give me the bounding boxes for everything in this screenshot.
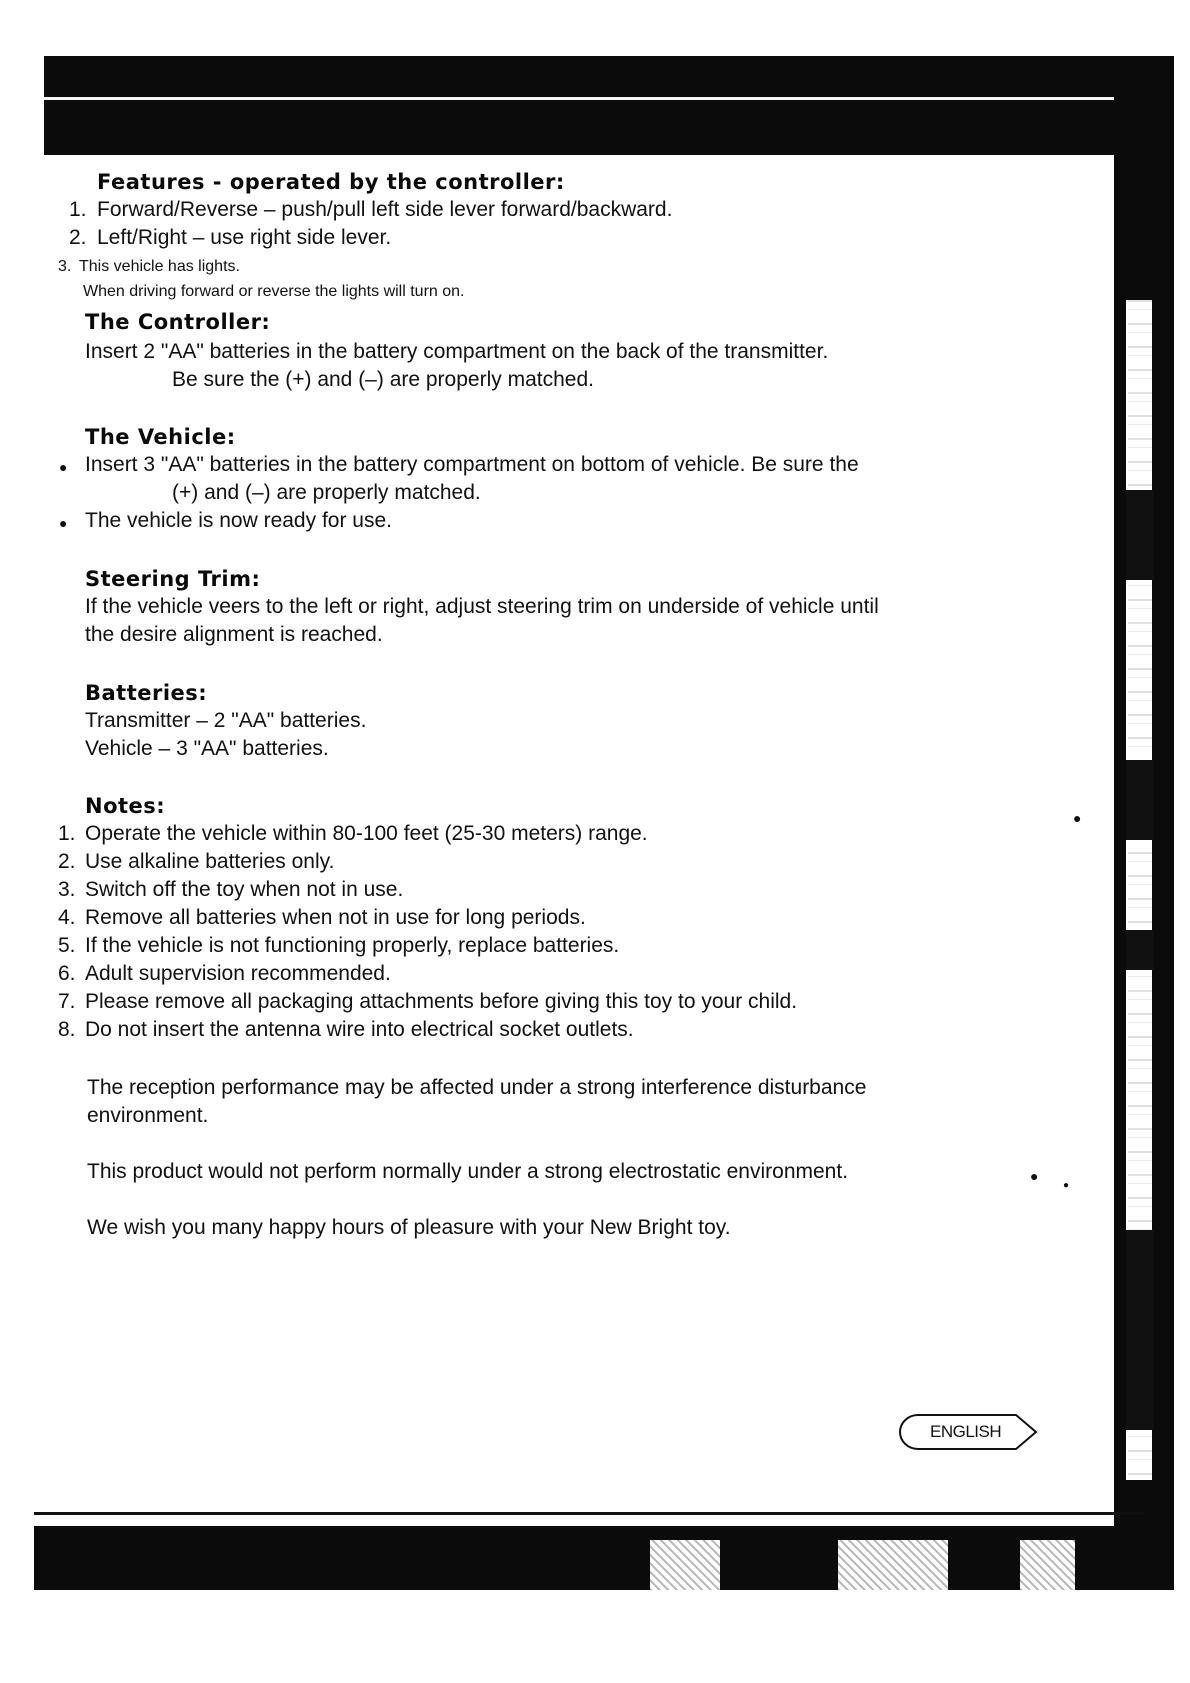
features-item3-line1: This vehicle has lights. <box>79 258 240 275</box>
features-item-num: 3. <box>58 258 72 275</box>
closing-line: We wish you many happy hours of pleasure with your New Bright toy. <box>87 1216 731 1239</box>
bullet-dot: ● <box>59 459 68 475</box>
features-item3-line2: When driving forward or reverse the lights will turn on. <box>83 283 465 300</box>
batteries-line1: Transmitter – 2 "AA" batteries. <box>85 709 367 732</box>
steering-line1: If the vehicle veers to the left or right, adjust steering trim on underside of vehicle until <box>85 595 879 618</box>
notes-item-num: 1. <box>58 822 76 845</box>
steering-heading: Steering Trim: <box>85 567 261 591</box>
features-item-text: Left/Right – use right side lever. <box>97 226 392 249</box>
notes-item-text: If the vehicle is not functioning properly, replace batteries. <box>85 934 620 957</box>
notes-item-num: 7. <box>58 990 76 1013</box>
notes-item-text: Adult supervision recommended. <box>85 962 391 985</box>
batteries-line2: Vehicle – 3 "AA" batteries. <box>85 737 329 760</box>
scan-dot: ● <box>1073 810 1082 826</box>
vehicle-bullet1-line2: (+) and (–) are properly matched. <box>172 481 481 504</box>
batteries-heading: Batteries: <box>85 681 208 705</box>
reception-line2: environment. <box>87 1104 209 1127</box>
notes-item-text: Please remove all packaging attachments before giving this toy to your child. <box>85 990 798 1013</box>
features-item-num: 1. <box>69 198 87 221</box>
vehicle-bullet1-line1: Insert 3 "AA" batteries in the battery compartment on bottom of vehicle. Be sure the <box>85 453 859 476</box>
notes-item-num: 4. <box>58 906 76 929</box>
reception-line1: The reception performance may be affected under a strong interference disturbance <box>87 1076 867 1099</box>
features-heading: Features - operated by the controller: <box>97 170 565 194</box>
bullet-dot: ● <box>59 515 68 531</box>
controller-line1: Insert 2 "AA" batteries in the battery compartment on the back of the transmitter. <box>85 340 829 363</box>
notes-item-text: Do not insert the antenna wire into electrical socket outlets. <box>85 1018 634 1041</box>
vehicle-heading: The Vehicle: <box>85 425 236 449</box>
language-badge: ENGLISH <box>930 1422 1002 1441</box>
features-item-num: 2. <box>69 226 87 249</box>
notes-item-text: Switch off the toy when not in use. <box>85 878 404 901</box>
vehicle-bullet2: The vehicle is now ready for use. <box>85 509 392 532</box>
notes-item-num: 3. <box>58 878 76 901</box>
notes-item-num: 2. <box>58 850 76 873</box>
notes-item-num: 6. <box>58 962 76 985</box>
notes-heading: Notes: <box>85 794 166 818</box>
notes-item-num: 5. <box>58 934 76 957</box>
scan-dot: ● <box>1030 1168 1039 1184</box>
notes-item-text: Operate the vehicle within 80-100 feet (25-30 meters) range. <box>85 822 648 845</box>
features-item-text: Forward/Reverse – push/pull left side lever forward/backward. <box>97 198 673 221</box>
controller-heading: The Controller: <box>85 310 271 334</box>
notes-item-text: Use alkaline batteries only. <box>85 850 335 873</box>
steering-line2: the desire alignment is reached. <box>85 623 383 646</box>
notes-item-num: 8. <box>58 1018 76 1041</box>
electrostatic-note: This product would not perform normally under a strong electrostatic environment. <box>87 1160 849 1183</box>
notes-item-text: Remove all batteries when not in use for long periods. <box>85 906 586 929</box>
controller-line2: Be sure the (+) and (–) are properly matched. <box>172 368 594 391</box>
scan-dot: ● <box>1063 1180 1070 1191</box>
